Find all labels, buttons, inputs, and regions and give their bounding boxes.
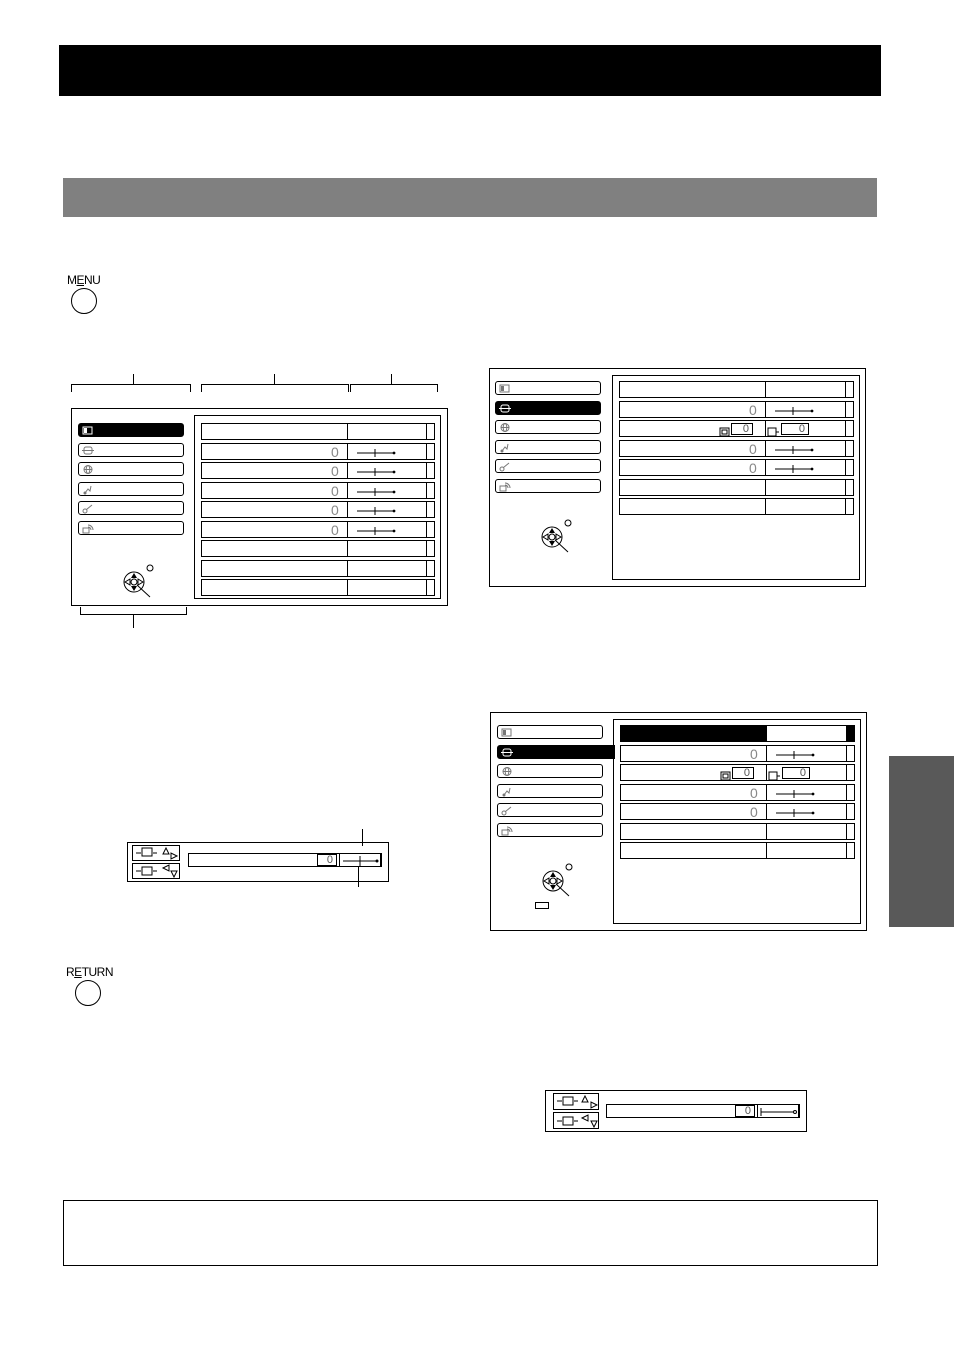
menu-row-number: 0 <box>331 482 339 499</box>
tab-picture[interactable] <box>495 381 601 395</box>
menu-row[interactable] <box>619 479 854 496</box>
options-icon <box>501 787 513 797</box>
adjust-hint-down <box>553 1112 599 1129</box>
aspect-icon <box>767 427 779 437</box>
callout-line-tabs <box>133 374 134 384</box>
adjustment-bar-2 <box>545 1090 807 1132</box>
callout-bracket-items <box>201 384 349 392</box>
network-icon <box>82 524 94 534</box>
menu-row-number: 0 <box>749 401 757 418</box>
menu-row[interactable] <box>201 540 435 557</box>
section-heading-bar <box>63 178 877 217</box>
menu-row[interactable] <box>619 459 854 476</box>
adjust-slider <box>339 853 381 867</box>
menu-row-endcap <box>846 824 847 839</box>
menu-item-panel <box>612 375 860 580</box>
position-icon <box>501 748 513 758</box>
menu-row-value-cell <box>765 480 853 495</box>
picture-icon <box>82 426 94 436</box>
callout-line-guide <box>133 615 134 628</box>
menu-row-number: 0 <box>331 463 339 479</box>
menu-row-endcap <box>845 382 846 397</box>
menu-button-label: MENU <box>67 273 101 287</box>
menu-row[interactable] <box>619 498 854 515</box>
menu-row-slider <box>773 462 817 480</box>
menu-row[interactable] <box>201 482 435 499</box>
menu-row-slider <box>774 787 818 805</box>
menu-row-value-cell <box>347 541 434 556</box>
menu-row-number: 0 <box>749 460 757 476</box>
slider-scale <box>355 466 399 478</box>
menu-row-number: 0 <box>749 440 757 457</box>
slider-scale <box>355 525 399 537</box>
menu-row-slider <box>355 446 399 464</box>
menu-row-number: 0 <box>331 443 339 460</box>
tab-security[interactable] <box>497 803 603 817</box>
picture-icon <box>501 728 513 738</box>
adjust-value-field <box>606 1104 800 1118</box>
slider-scale <box>355 505 399 517</box>
menu-item-panel <box>613 719 861 924</box>
menu-row-endcap <box>846 785 847 800</box>
slider-scale <box>774 788 818 800</box>
menu-row[interactable] <box>619 381 854 398</box>
menu-row[interactable] <box>620 764 855 781</box>
slider-scale <box>774 749 818 761</box>
slider-scale <box>773 405 817 417</box>
security-icon <box>499 462 511 472</box>
menu-row-endcap <box>846 726 847 741</box>
callout-bracket-tabs <box>71 384 191 392</box>
menu-row-number: 0 <box>331 502 339 518</box>
menu-row-number: 0 <box>750 804 758 820</box>
menu-row[interactable] <box>620 784 855 801</box>
tab-options[interactable] <box>495 440 601 454</box>
menu-row-endcap <box>846 765 847 780</box>
callout-bracket-values <box>350 384 438 392</box>
small-key-box <box>535 902 549 909</box>
tab-picture[interactable] <box>78 423 184 437</box>
security-icon <box>501 806 513 816</box>
tab-position[interactable] <box>495 401 601 415</box>
adjust-value-field <box>188 853 382 867</box>
callout-line-values <box>391 374 392 384</box>
menu-row-endcap <box>845 402 846 417</box>
menu-row[interactable] <box>619 440 854 457</box>
menu-row-endcap <box>846 804 847 819</box>
language-icon <box>499 423 511 433</box>
menu-row[interactable] <box>619 401 854 418</box>
menu-row[interactable] <box>201 560 435 577</box>
tab-security[interactable] <box>78 501 184 515</box>
picture-icon <box>499 384 511 394</box>
menu-row-endcap <box>426 522 427 537</box>
slider-scale <box>774 807 818 819</box>
network-icon <box>499 482 511 492</box>
menu-row-number-b: 0 <box>782 767 810 779</box>
adjustment-bar-1 <box>127 842 389 882</box>
menu-button-icon <box>71 288 97 314</box>
menu-row-number-a: 0 <box>732 767 754 779</box>
tab-security[interactable] <box>495 459 601 473</box>
menu-row-endcap <box>426 463 427 478</box>
slider-scale <box>773 444 817 456</box>
menu-row-endcap <box>426 483 427 498</box>
menu-row-value-cell <box>766 843 854 858</box>
adjust-value: 0 <box>735 1105 755 1117</box>
menu-row-slider <box>773 404 817 422</box>
tab-language[interactable] <box>495 420 601 434</box>
menu-row-value-cell <box>347 561 434 576</box>
menu-row-endcap <box>845 480 846 495</box>
options-icon <box>499 443 511 453</box>
menu-row-endcap <box>426 444 427 459</box>
menu-row-value-cell <box>347 424 434 439</box>
menu-row[interactable] <box>620 725 855 742</box>
tab-language[interactable] <box>497 764 603 778</box>
size-icon <box>719 427 730 437</box>
menu-row[interactable] <box>620 803 855 820</box>
slider-scale <box>355 486 399 498</box>
menu-row-number: 0 <box>750 745 758 762</box>
menu-row-number: 0 <box>331 521 339 538</box>
menu-row-value-cell <box>765 382 853 397</box>
menu-row[interactable] <box>201 521 435 538</box>
aspect-icon <box>768 771 780 781</box>
size-icon <box>720 771 731 781</box>
slider-scale <box>773 463 817 475</box>
menu-row-number: 0 <box>750 784 758 801</box>
menu-row-endcap <box>845 441 846 456</box>
return-button-label: RETURN <box>66 965 114 979</box>
chapter-side-tab <box>889 756 954 927</box>
language-icon <box>82 465 94 475</box>
menu-row-value-cell <box>765 499 853 514</box>
menu-row-endcap <box>426 424 427 439</box>
menu-screen-position <box>489 368 866 587</box>
tab-language[interactable] <box>78 462 184 476</box>
adjust-value: 0 <box>317 854 337 866</box>
menu-row[interactable] <box>201 443 435 460</box>
menu-row-slider <box>355 504 399 522</box>
menu-row-endcap <box>426 502 427 517</box>
navigation-guide-icon <box>539 863 579 904</box>
slider-scale <box>355 447 399 459</box>
menu-row-slider <box>355 485 399 503</box>
menu-row-slider <box>355 524 399 542</box>
menu-row-endcap <box>846 746 847 761</box>
tab-options[interactable] <box>78 482 184 496</box>
menu-row-endcap <box>845 421 846 436</box>
menu-row[interactable] <box>201 423 435 440</box>
menu-row-slider <box>773 443 817 461</box>
callout-line-items <box>274 374 275 384</box>
security-icon <box>82 504 94 514</box>
menu-row-endcap <box>426 541 427 556</box>
menu-row-endcap <box>845 499 846 514</box>
return-button-icon <box>75 980 101 1006</box>
tab-network[interactable] <box>78 521 184 535</box>
menu-row[interactable] <box>619 420 854 437</box>
menu-row-number-a: 0 <box>731 423 753 435</box>
menu-item-panel <box>194 415 441 599</box>
menu-row-endcap <box>846 843 847 858</box>
menu-row[interactable] <box>201 501 435 518</box>
menu-row-slider <box>774 748 818 766</box>
network-icon <box>501 826 513 836</box>
menu-row-value-cell <box>766 726 846 741</box>
callout-bracket-guide <box>80 607 187 615</box>
tab-network[interactable] <box>497 823 603 837</box>
menu-row[interactable] <box>201 462 435 479</box>
menu-screen-position-selected <box>490 712 867 931</box>
menu-row-slider <box>774 806 818 824</box>
menu-screen-picture <box>71 408 448 606</box>
position-icon <box>82 446 94 456</box>
position-icon <box>499 404 511 414</box>
page-title-bar <box>59 45 881 96</box>
menu-row-value-cell <box>347 580 434 595</box>
options-icon <box>82 485 94 495</box>
menu-row-endcap <box>845 460 846 475</box>
language-icon <box>501 767 513 777</box>
menu-row[interactable] <box>620 745 855 762</box>
menu-row-value-cell <box>766 824 854 839</box>
adjust-hint-up <box>132 845 180 861</box>
note-box <box>63 1200 878 1266</box>
menu-row[interactable] <box>201 579 435 596</box>
menu-row-slider <box>355 465 399 483</box>
adjust-hint-down <box>132 863 180 879</box>
adjust-hint-up <box>553 1093 599 1110</box>
adjust-slider <box>757 1104 799 1118</box>
menu-row-number-b: 0 <box>781 423 809 435</box>
tab-network[interactable] <box>495 479 601 493</box>
navigation-guide-icon <box>538 519 578 560</box>
menu-row[interactable] <box>620 823 855 840</box>
menu-row-endcap <box>426 561 427 576</box>
menu-row-endcap <box>426 580 427 595</box>
tab-position[interactable] <box>497 745 615 759</box>
tab-position[interactable] <box>78 443 184 457</box>
menu-row[interactable] <box>620 842 855 859</box>
tab-picture[interactable] <box>497 725 603 739</box>
tab-options[interactable] <box>497 784 603 798</box>
navigation-guide-icon <box>120 564 160 605</box>
